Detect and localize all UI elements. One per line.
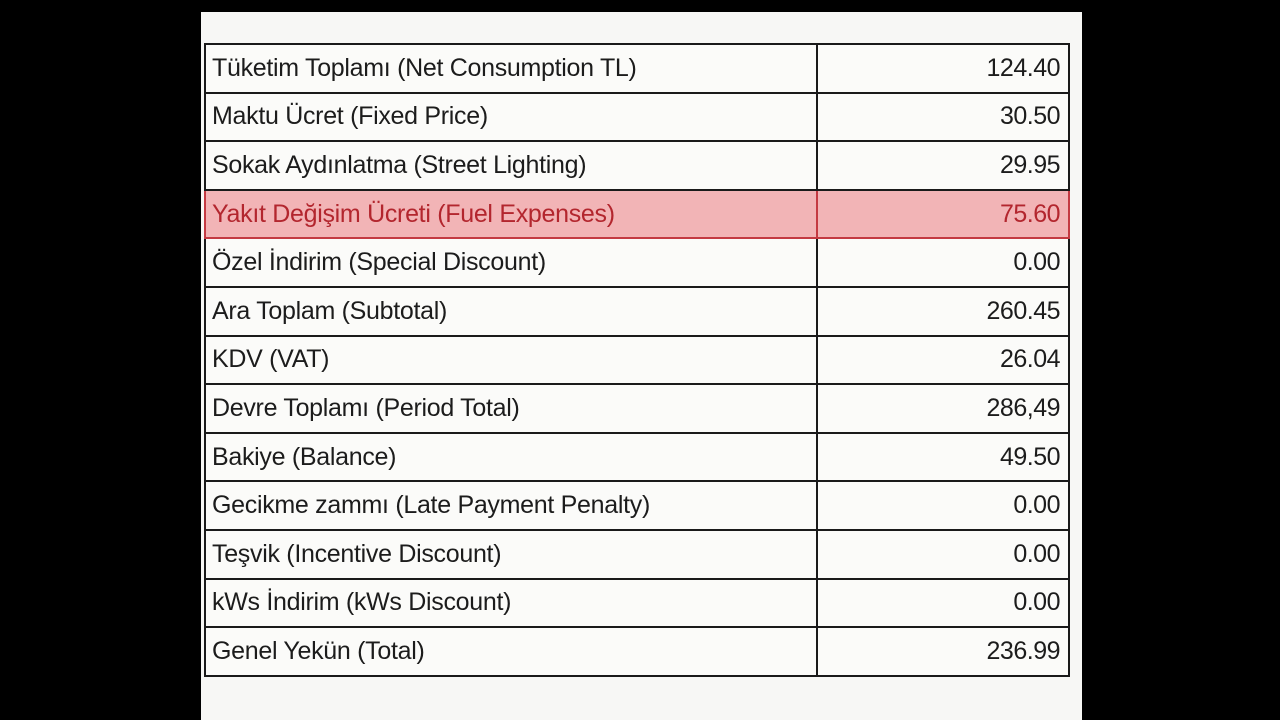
row-value: 30.50 [817,93,1069,142]
row-label: Özel İndirim (Special Discount) [205,238,817,287]
row-value: 0.00 [817,481,1069,530]
table-row [205,287,1069,336]
row-value: 49.50 [817,433,1069,482]
row-value: 0.00 [817,530,1069,579]
table-row [205,336,1069,385]
row-label: kWs İndirim (kWs Discount) [205,579,817,628]
row-value: 29.95 [817,141,1069,190]
row-value: 286,49 [817,384,1069,433]
row-value: 236.99 [817,627,1069,676]
bill-table-body [205,44,1069,676]
table-row [205,141,1069,190]
table-row [205,530,1069,579]
row-label: Ara Toplam (Subtotal) [205,287,817,336]
row-label: Tüketim Toplamı (Net Consumption TL) [205,44,817,93]
row-label: Devre Toplamı (Period Total) [205,384,817,433]
table-row [205,579,1069,628]
row-value: 0.00 [817,579,1069,628]
table-row [205,384,1069,433]
table-row-total [205,627,1069,676]
row-value: 260.45 [817,287,1069,336]
table-row [205,44,1069,93]
row-value: 26.04 [817,336,1069,385]
row-value: 75.60 [817,190,1069,239]
row-label: Yakıt Değişim Ücreti (Fuel Expenses) [205,190,817,239]
row-value: 0.00 [817,238,1069,287]
table-row [205,93,1069,142]
table-row-highlighted [205,190,1069,239]
row-label: Maktu Ücret (Fixed Price) [205,93,817,142]
bill-table [204,43,1070,677]
table-row [205,481,1069,530]
row-value: 124.40 [817,44,1069,93]
table-row [205,433,1069,482]
row-label: Gecikme zammı (Late Payment Penalty) [205,481,817,530]
row-label: Sokak Aydınlatma (Street Lighting) [205,141,817,190]
row-label: KDV (VAT) [205,336,817,385]
table-row [205,238,1069,287]
row-label: Bakiye (Balance) [205,433,817,482]
row-label: Genel Yekün (Total) [205,627,817,676]
row-label: Teşvik (Incentive Discount) [205,530,817,579]
